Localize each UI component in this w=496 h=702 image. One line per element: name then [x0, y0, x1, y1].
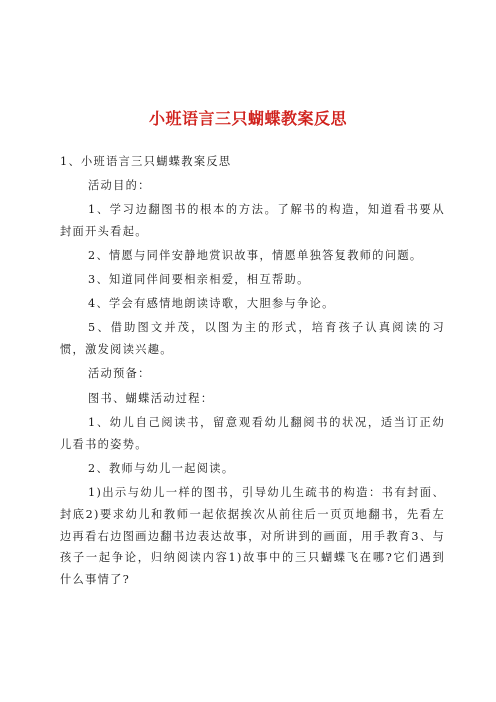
- paragraph: 3、知道同伴间要相亲相爱，相互帮助。: [88, 273, 310, 287]
- paragraph: 4、学会有感情地朗读诗歌，大胆参与争论。: [88, 297, 335, 311]
- paragraph: 1、学习边翻图书的根本的方法。了解书的构造，知道看书要从封面开头看起。: [60, 203, 445, 239]
- paragraph: 1)出示与幼儿一样的图书，引导幼儿生疏书的构造：书有封面、封底2)要求幼儿和教师一起依据挨次从前往后一页页地翻书，先看左边再看右边图画边翻书边表达故事，对所讲到的画面，用手教育3、与孩子一起争论，归纳阅读内容1)故事中的三只蝴蝶飞在哪?它们遇到什么事情了?: [60, 485, 445, 587]
- paragraph: 活动预备：: [88, 367, 151, 381]
- paragraph: 2、教师与幼儿一起阅读。: [88, 461, 235, 475]
- document-body: [60, 151, 445, 591]
- paragraph: 2、情愿与同伴安静地赏识故事，情愿单独答复教师的问题。: [88, 249, 423, 263]
- paragraph: 活动目的：: [88, 179, 151, 193]
- section-heading: 1、小班语言三只蝴蝶教案反思: [60, 155, 232, 168]
- paragraph: 1、幼儿自己阅读书，留意观看幼儿翻阅书的状况，适当订正幼儿看书的姿势。: [60, 415, 445, 451]
- document-title: 小班语言三只蝴蝶教案反思: [148, 109, 347, 128]
- paragraph: 5、借助图文并茂，以图为主的形式，培育孩子认真阅读的习惯，激发阅读兴趣。: [60, 321, 445, 357]
- paragraph: 图书、蝴蝶活动过程：: [88, 391, 214, 405]
